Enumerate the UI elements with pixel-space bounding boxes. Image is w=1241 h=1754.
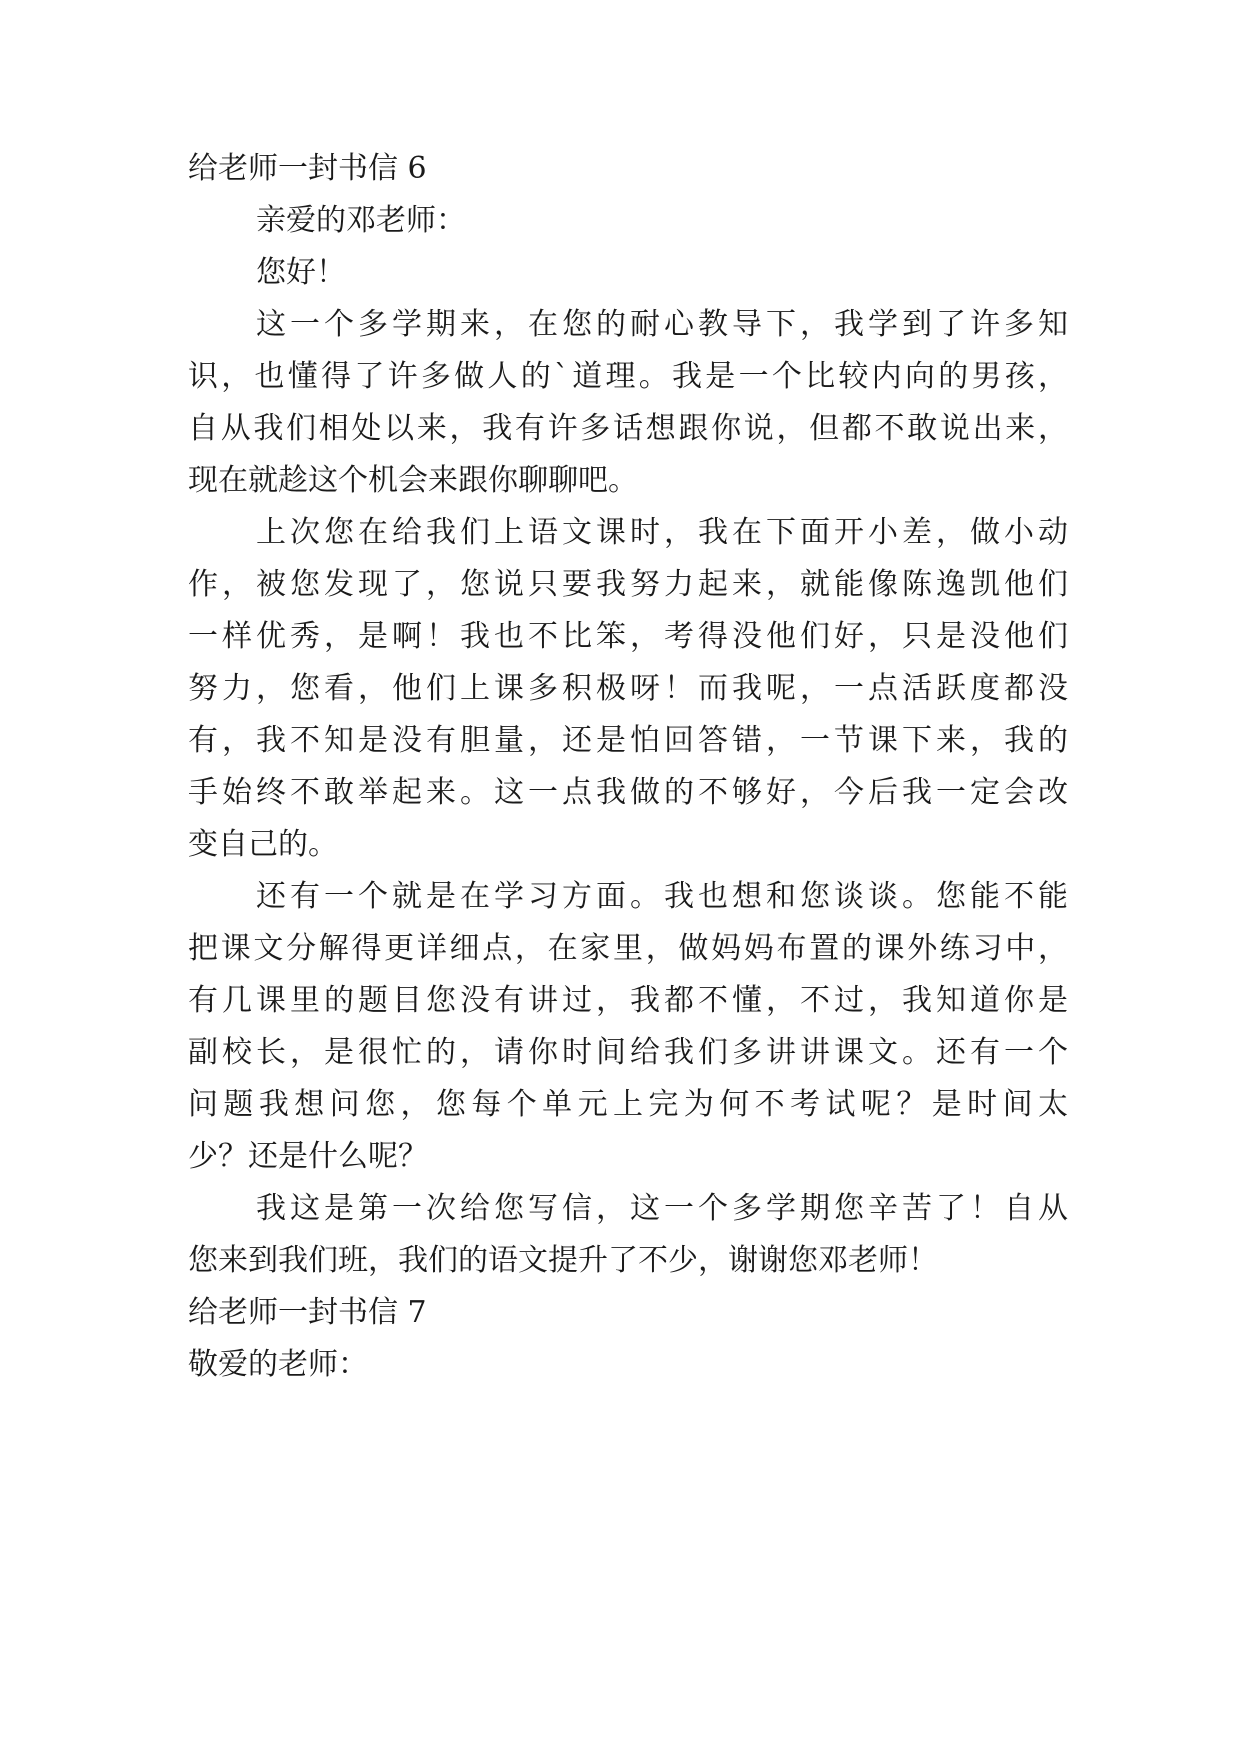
- paragraph-line: 还有一个就是在学习方面。我也想和您谈谈。您能不能: [256, 879, 1068, 914]
- paragraph-line: 副校长，是很忙的，请你时间给我们多讲讲课文。还有一个: [188, 1035, 1068, 1070]
- paragraph-line: 手始终不敢举起来。这一点我做的不够好，今后我一定会改: [188, 775, 1068, 810]
- letter-heading-6: 给老师一封书信 6: [188, 151, 427, 186]
- paragraph-line: 一样优秀，是啊！我也不比笨，考得没他们好，只是没他们: [188, 619, 1068, 654]
- salutation-6: 亲爱的邓老师：: [256, 203, 466, 238]
- paragraph-line: 自从我们相处以来，我有许多话想跟你说，但都不敢说出来，: [188, 411, 1068, 446]
- letter-heading-7: 给老师一封书信 7: [188, 1295, 427, 1330]
- paragraph-line: 识，也懂得了许多做人的`道理。我是一个比较内向的男孩，: [188, 359, 1068, 394]
- paragraph-line: 您来到我们班，我们的语文提升了不少，谢谢您邓老师！: [188, 1243, 938, 1278]
- paragraph-line: 少？还是什么呢？: [188, 1139, 428, 1174]
- greeting-6: 您好！: [256, 255, 346, 290]
- paragraph-line: 问题我想问您，您每个单元上完为何不考试呢？是时间太: [188, 1087, 1068, 1122]
- paragraph-line: 有，我不知是没有胆量，还是怕回答错，一节课下来，我的: [188, 723, 1068, 758]
- paragraph-line: 变自己的。: [188, 827, 338, 862]
- paragraph-line: 我这是第一次给您写信，这一个多学期您辛苦了！自从: [256, 1191, 1068, 1226]
- paragraph-line: 上次您在给我们上语文课时，我在下面开小差，做小动: [256, 515, 1068, 550]
- paragraph-line: 把课文分解得更详细点，在家里，做妈妈布置的课外练习中，: [188, 931, 1068, 966]
- salutation-7: 敬爱的老师：: [188, 1347, 368, 1382]
- paragraph-line: 作，被您发现了，您说只要我努力起来，就能像陈逸凯他们: [188, 567, 1068, 602]
- paragraph-line: 努力，您看，他们上课多积极呀！而我呢，一点活跃度都没: [188, 671, 1068, 706]
- paragraph-line: 有几课里的题目您没有讲过，我都不懂，不过，我知道你是: [188, 983, 1068, 1018]
- paragraph-line: 这一个多学期来，在您的耐心教导下，我学到了许多知: [256, 307, 1068, 342]
- paragraph-line: 现在就趁这个机会来跟你聊聊吧。: [188, 463, 638, 498]
